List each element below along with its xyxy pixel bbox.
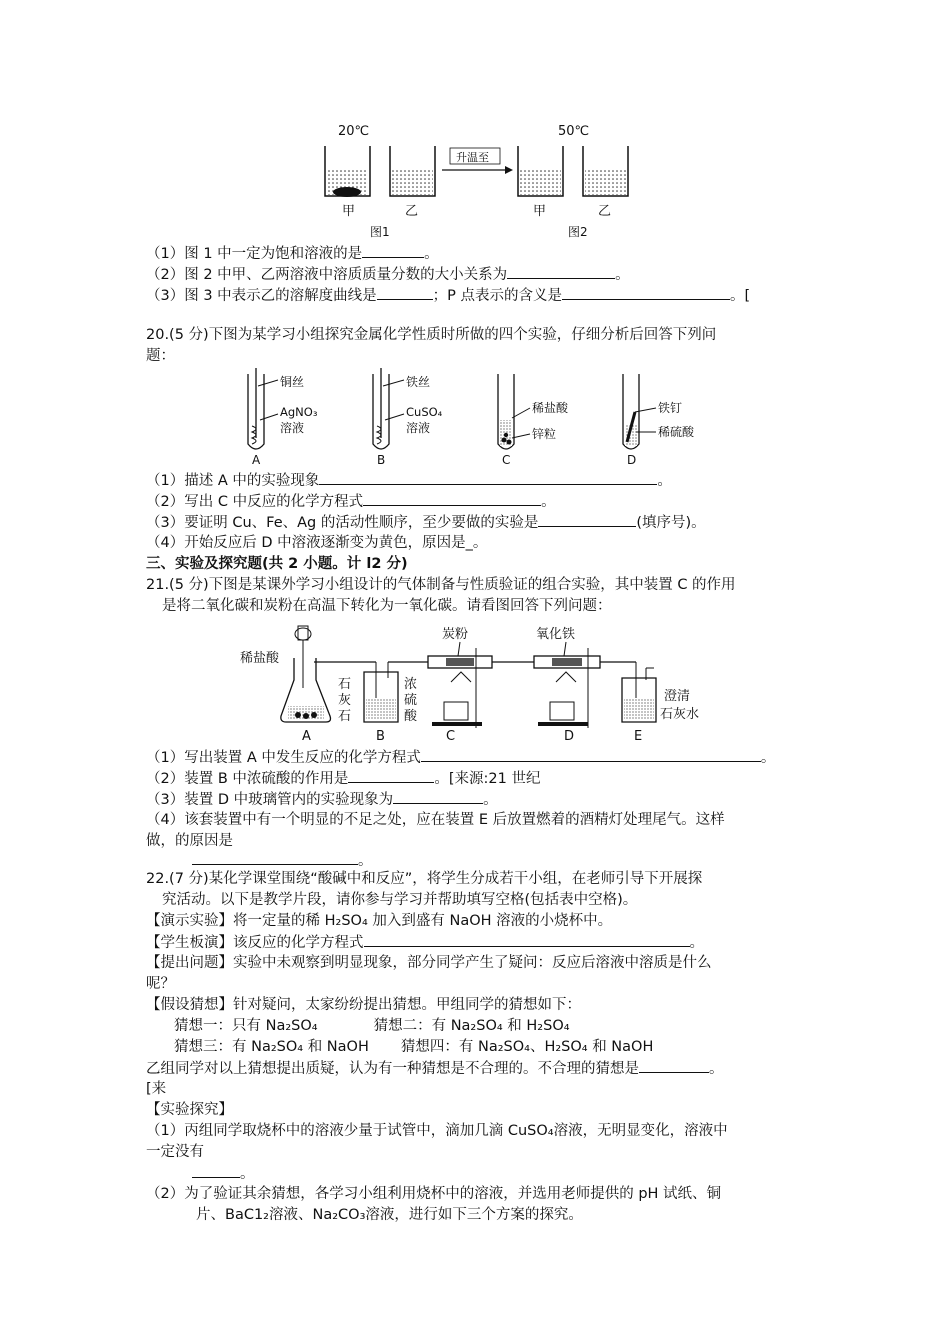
tube-d-nail: 铁钉 [658, 401, 683, 415]
q22-p1b: 一定没有 [146, 1144, 204, 1160]
q22-p1: （1）丙组同学取烧杯中的溶液少量于试管中，滴加几滴 CuSO₄溶液，无明显变化，溶液中 [146, 1123, 728, 1139]
apparatus-c [428, 626, 534, 744]
tube-b-label: B [377, 453, 386, 467]
q22-stem2: 究活动。以下是教学片段，请你参与学习并帮助填写空格(包括表中空格)。 [162, 892, 638, 908]
apparatus-d [534, 626, 636, 744]
tube-c [498, 374, 569, 467]
answer-blank[interactable] [639, 1058, 709, 1073]
label-jia-2: 甲 [533, 204, 547, 219]
q20-line1: （1）描述 A 中的实验现象 。 [146, 470, 810, 491]
q21-stem2: 是将二氧化碳和炭粉在高温下转化为一氧化碳。请看图回答下列问题： [162, 598, 612, 614]
label-iron-oxide: 氧化铁 [536, 627, 576, 642]
q19-line3: （3）图 3 中表示乙的溶解度曲线是 ；P 点表示的含义是 。[ [146, 285, 810, 306]
tube-b-wire: 铁丝 [406, 375, 431, 389]
figure-test-tubes [230, 368, 700, 468]
temp-20c: 20℃ [338, 124, 370, 139]
tube-a [248, 368, 318, 467]
label-conc-h2so4-3: 酸 [404, 709, 418, 724]
tube-c-label: C [502, 453, 511, 467]
label-limestone-3: 石 [338, 709, 352, 724]
q21-stem: 21.(5 分)下图是某课外学习小组设计的气体制备与性质验证的组合实验，其中装置 C 的作用 [146, 577, 736, 593]
caption-fig1: 图1 [370, 225, 390, 239]
beaker-yi-20 [390, 146, 435, 196]
q22-frag: [来 [146, 1081, 167, 1097]
answer-blank[interactable] [363, 491, 541, 506]
tube-d-label: D [627, 453, 637, 467]
label-c: C [446, 729, 456, 744]
label-d: D [564, 729, 575, 744]
figure-beakers [300, 118, 660, 240]
beaker-jia-50 [518, 146, 563, 196]
section-3-title: 三、实验及探究题(共 2 小题。计 l2 分) [146, 556, 408, 572]
answer-blank[interactable] [192, 1163, 240, 1178]
answer-blank[interactable] [364, 932, 690, 947]
answer-blank[interactable] [507, 264, 615, 279]
q20-line4: （4）开始反应后 D 中溶液逐渐变为黄色，原因是_。 [146, 535, 488, 551]
tube-a-solution-label: 溶液 [280, 421, 305, 435]
q19-line2: （2）图 2 中甲、乙两溶液中溶质质量分数的大小关系为 。 [146, 264, 810, 285]
apparatus-a [240, 626, 351, 744]
q21-line2: （2）装置 B 中浓硫酸的作用是 。[来源:21 世纪 [146, 768, 810, 789]
label-limewater-2: 石灰水 [660, 707, 700, 722]
label-yi-1: 乙 [405, 204, 419, 219]
label-a: A [302, 729, 311, 744]
apparatus-b [346, 662, 428, 744]
beaker-yi-50 [583, 146, 628, 196]
tube-a-solution: AgNO₃ [280, 405, 318, 419]
tube-c-metal: 锌粒 [532, 427, 557, 441]
label-b: B [376, 729, 385, 744]
temp-50c: 50℃ [558, 124, 590, 139]
q19-line1: （1）图 1 中一定为饱和溶液的是 。 [146, 243, 810, 264]
answer-blank[interactable] [192, 850, 358, 865]
answer-blank[interactable] [348, 768, 434, 783]
label-limestone-2: 灰 [338, 693, 352, 708]
label-yi-2: 乙 [598, 204, 612, 219]
answer-blank[interactable] [538, 512, 636, 527]
q20-line2: （2）写出 C 中反应的化学方程式 。 [146, 491, 810, 512]
q21-line4c: 。 [146, 850, 810, 871]
q20-stem2: 题： [146, 348, 175, 364]
q22-board: 【学生板演】该反应的化学方程式 。 [146, 932, 810, 953]
q21-line1: （1）写出装置 A 中发生反应的化学方程式 。 [146, 747, 810, 768]
label-conc-h2so4-1: 浓 [404, 677, 418, 692]
q22-stem: 22.(7 分)某化学课堂围绕“酸碱中和反应”，将学生分成若干小组，在老师引导下开展探 [146, 871, 703, 887]
label-jia-1: 甲 [342, 204, 356, 219]
q21-line3: （3）装置 D 中玻璃管内的实验现象为 。 [146, 789, 810, 810]
heat-arrow [442, 148, 513, 174]
label-conc-h2so4-2: 硫 [404, 693, 418, 708]
q22-hypothesis: 【假设猜想】针对疑问，太家纷纷提出猜想。甲组同学的猜想如下： [146, 997, 581, 1013]
tube-b-solution: CuSO₄ [406, 405, 443, 419]
label-carbon-powder: 炭粉 [442, 627, 469, 642]
apparatus-e [622, 662, 699, 744]
label-limestone-1: 石 [338, 677, 352, 692]
beaker-jia-20 [325, 146, 370, 197]
answer-blank[interactable] [562, 285, 730, 300]
tube-c-acid: 稀盐酸 [532, 401, 569, 415]
arrow-label: 升温至 [456, 151, 489, 164]
q22-guess-row2: 猜想三：有 Na₂SO₄ 和 NaOH 猜想四：有 Na₂SO₄、H₂SO₄ 和 NaOH [174, 1039, 654, 1055]
label-e: E [634, 729, 643, 744]
label-dilute-hcl: 稀盐酸 [240, 651, 280, 666]
q22-yi-group: 乙组同学对以上猜想提出质疑，认为有一种猜想是不合理的。不合理的猜想是 。 [146, 1058, 810, 1079]
q22-p2: （2）为了验证其余猜想，各学习小组利用烧杯中的溶液，并选用老师提供的 pH 试纸、铜 [146, 1186, 722, 1202]
q22-demo: 【演示实验】将一定量的稀 H₂SO₄ 加入到盛有 NaOH 溶液的小烧杯中。 [146, 913, 613, 929]
label-limewater-1: 澄清 [664, 689, 691, 704]
figure-apparatus [236, 618, 716, 746]
q21-line4b: 做，的原因是 [146, 833, 233, 849]
q22-p1c: 。 [146, 1163, 810, 1184]
tube-b [373, 368, 443, 467]
caption-fig2: 图2 [568, 225, 588, 239]
q20-stem: 20.(5 分)下图为某学习小组探究金属化学性质时所做的四个实验，仔细分析后回答下列问 [146, 327, 717, 343]
q22-question2: 呢？ [146, 976, 175, 992]
q22-p2b: 片、BaC1₂溶液、Na₂CO₃溶液，进行如下三个方案的探究。 [196, 1207, 583, 1223]
q22-guess-row1: 猜想一：只有 Na₂SO₄ 猜想二：有 Na₂SO₄ 和 H₂SO₄ [174, 1018, 570, 1034]
tube-d-acid: 稀硫酸 [658, 425, 695, 439]
answer-blank[interactable] [421, 747, 761, 762]
q22-explore: 【实验探究】 [146, 1102, 233, 1118]
tube-b-solution-label: 溶液 [406, 421, 431, 435]
answer-blank[interactable] [319, 470, 657, 485]
q21-line4: （4）该套装置中有一个明显的不足之处，应在装置 E 后放置燃着的酒精灯处理尾气。这样 [146, 812, 725, 828]
q20-line3: （3）要证明 Cu、Fe、Ag 的活动性顺序，至少要做的实验是 (填序号)。 [146, 512, 810, 533]
q22-question: 【提出问题】实验中未观察到明显现象，部分同学产生了疑问：反应后溶液中溶质是什么 [146, 955, 712, 971]
tube-a-wire: 铜丝 [280, 375, 305, 389]
tube-d [623, 374, 695, 467]
tube-a-label: A [252, 453, 261, 467]
answer-blank[interactable] [377, 285, 433, 300]
answer-blank[interactable] [393, 789, 483, 804]
answer-blank[interactable] [362, 243, 424, 258]
